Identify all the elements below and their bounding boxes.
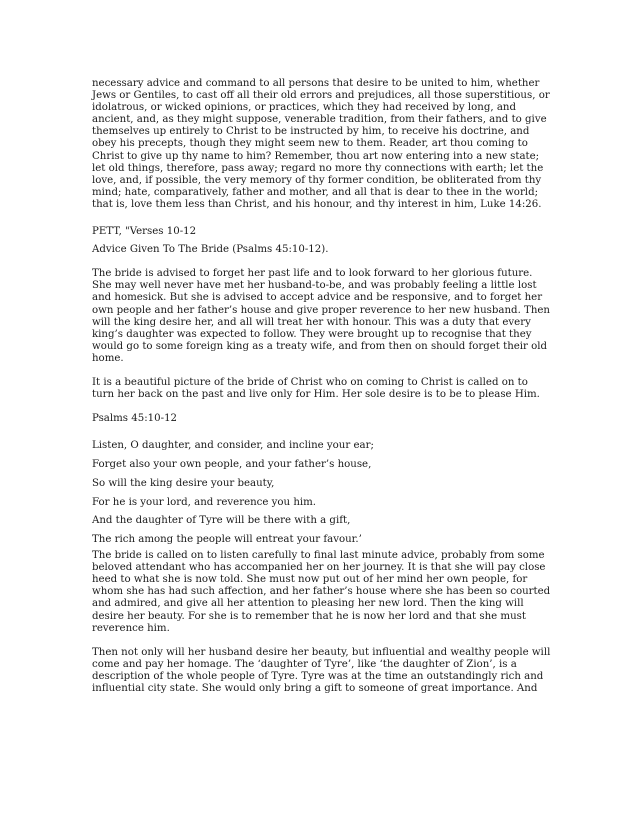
scripture-reference: Psalms 45:10-12: [92, 413, 178, 425]
pett-subheading: Advice Given To The Bride (Psalms 45:10-12).: [92, 243, 329, 255]
commentary-paragraph: It is a beautiful picture of the bride of Christ who on coming to Christ is called on to turn her back on the past and live only for Him. Her sole desire is to be to please Him.: [92, 376, 540, 401]
verse-line: The rich among the people will entreat your favour.’: [92, 534, 362, 546]
pett-section-header: [92, 223, 552, 258]
commentary-paragraph: The bride is called on to listen carefully to final last minute advice, probably from some beloved attendant who has accompanied her on her journey. It is that she will pay close heed to what she is now told. She must now put out of her mind her own people, for whom she has had such affection, and her father’s house where she has been so courted and admired, and give all her attention to pleasing her new lord. Then the king will desire her beauty. For she is to remember that he is now her lord and that she must reverence him.: [92, 550, 551, 634]
spacer: [92, 258, 552, 268]
commentary-paragraph: Then not only will her husband desire her beauty, but influential and wealthy people will come and pay her homage. The ‘daughter of Tyre’, like ‘the daughter of Zion’, is a description of the whole people of Tyre. Tyre was at the time an outstandingly rich and influential city state. She would only bring a gift to someone of great importance. And: [92, 646, 551, 694]
verse-line: So will the king desire your beauty,: [92, 477, 275, 489]
scripture-verses: [92, 437, 552, 550]
verse-line: Listen, O daughter, and consider, and incline your ear;: [92, 440, 374, 452]
pett-heading: PETT, "Verses 10-12: [92, 226, 197, 238]
commentary-paragraph: The bride is advised to forget her past life and to look forward to her glorious future. She may well never have met her husband-to-be, and was probably feeling a little lost and homesick. But she is advised to accept advice and be responsive, and to forget her own people and her father’s house and give proper reverence to her new husband. Then will the king desire her, and all will treat her with honour. This was a duty that every king’s daughter was expected to follow. They were brought up to recognise that they would go to some foreign king as a treaty wife, and from then on should forget their old home.: [92, 268, 550, 364]
verse-line: And the daughter of Tyre will be there with a gift,: [92, 515, 351, 527]
verse-line: For he is your lord, and reverence you him.: [92, 496, 317, 508]
spacer: [92, 635, 552, 647]
verse-line: Forget also your own people, and your father’s house,: [92, 459, 372, 471]
spacer: [92, 401, 552, 413]
spacer: [92, 365, 552, 377]
document-body: [92, 78, 552, 695]
spacer: [92, 211, 552, 223]
commentary-paragraph: necessary advice and command to all persons that desire to be united to him, whether Jews or Gentiles, to cast off all their old errors and prejudices, all those superstitious, or idolatrous, or wicked opinions, or practices, which they had received by long, and ancient, and, as they might suppose, venerable tradition, from their fathers, and to give themselves up entirely to Christ to be instructed by him, to receive his doctrine, and obey his precepts, though they might seem new to them. Reader, art thou coming to Christ to give up thy name to him? Remember, thou art now entering into a new state; let old things, therefore, pass away; regard no more thy connections with earth; let the love, and, if possible, the very memory of thy former condition, be obliterated from thy mind; hate, comparatively, father and mother, and all that is dear to thee in the world; that is, love them less than Christ, and his honour, and thy interest in him, Luke 14:26.: [92, 78, 550, 210]
spacer: [92, 425, 552, 437]
